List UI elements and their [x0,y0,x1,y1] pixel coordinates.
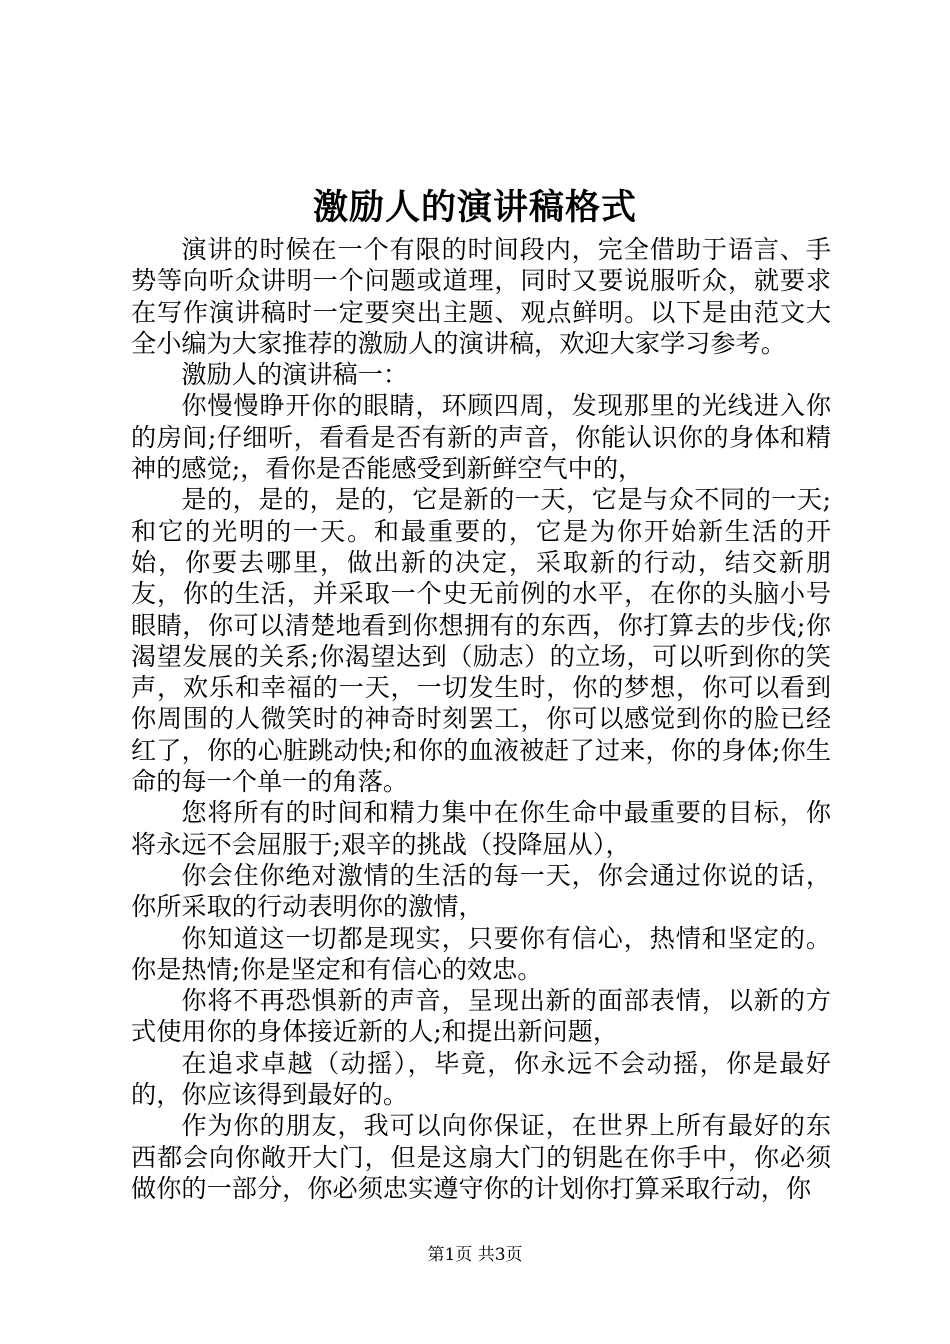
paragraph: 是的，是的，是的，它是新的一天，它是与众不同的一天;和它的光明的一天。和最重要的，它是为你开始新生活的开始，你要去哪里，做出新的决定，采取新的行动，结交新朋友，你的生活，并采取一个史无前例的水平，在你的头脑小号眼睛，你可以清楚地看到你想拥有的东西，你打算去的步伐;你渴望发展的关系;你渴望达到（励志）的立场，可以听到你的笑声，欢乐和幸福的一天，一切发生时，你的梦想，你可以看到你周围的人微笑时的神奇时刻罢工，你可以感觉到你的脸已经红了，你的心脏跳动快;和你的血液被赶了过来，你的身体;你生命的每一个单一的角落。 [131,485,831,797]
document-title: 激励人的演讲稿格式 [312,188,637,228]
paragraph: 你慢慢睁开你的眼睛，环顾四周，发现那里的光线进入你的房间;仔细听，看看是否有新的声音，你能认识你的身体和精神的感觉;，看你是否能感受到新鲜空气中的， [131,391,831,484]
paragraph: 您将所有的时间和精力集中在你生命中最重要的目标，你将永远不会屈服于;艰辛的挑战（投降屈从）， [131,798,831,859]
paragraph: 你会住你绝对激情的生活的每一天，你会通过你说的话，你所采取的行动表明你的激情， [131,860,831,922]
paragraph: 在追求卓越（动摇），毕竟，你永远不会动摇，你是最好的，你应该得到最好的。 [131,1048,831,1110]
paragraph: 激励人的演讲稿一： [181,360,409,390]
document-body [131,234,831,1204]
paragraph: 你将不再恐惧新的声音，呈现出新的面部表情，以新的方式使用你的身体接近新的人;和提出新问题， [131,986,831,1047]
paragraph: 演讲的时候在一个有限的时间段内，完全借助于语言、手势等向听众讲明一个问题或道理，同时又要说服听众，就要求在写作演讲稿时一定要突出主题、观点鲜明。以下是由范文大全小编为大家推荐的激励人的演讲稿，欢迎大家学习参考。 [131,235,831,358]
paragraph: 你知道这一切都是现实，只要你有信心，热情和坚定的。你是热情;你是坚定和有信心的效忠。 [131,923,831,984]
page-footer: 第1页 共3页 [427,1245,523,1265]
paragraph: 作为你的朋友，我可以向你保证，在世界上所有最好的东西都会向你敞开大门，但是这扇大门的钥匙在你手中，你必须做你的一部分，你必须忠实遵守你的计划你打算采取行动，你 [131,1111,831,1203]
